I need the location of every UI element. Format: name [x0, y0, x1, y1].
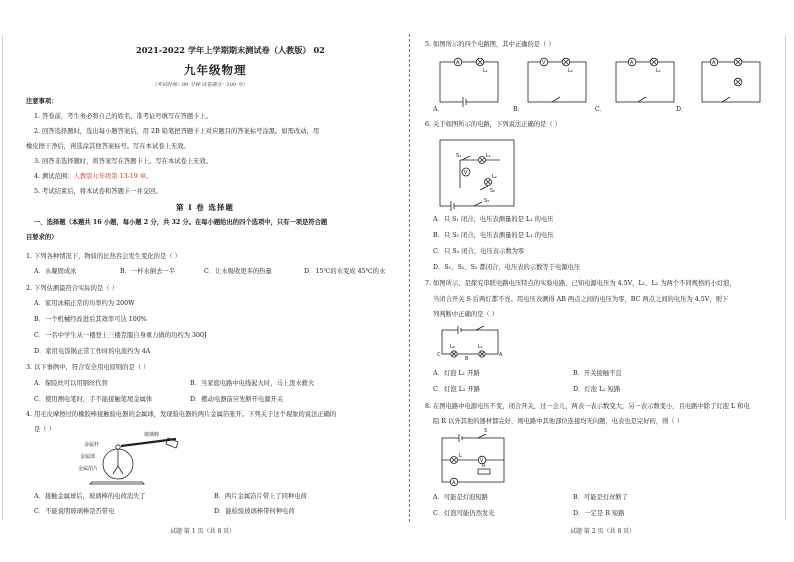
electroscope-base	[90, 482, 144, 484]
label-glass-rod: 玻璃棒	[144, 432, 160, 438]
note-4-label: 4. 测试范围：	[34, 173, 74, 180]
q4-option-d[interactable]: D．能检验玻璃棒带何种电荷	[214, 508, 295, 515]
binding-strip-left	[2, 36, 10, 520]
q8-circuit-figure	[440, 428, 510, 490]
q8-stem: 8. 在图电路中电源电压不变，闭合开关，过一会儿，两表一表示数变大，另一表示数变小，且电路中除了灯泡 L 和电	[425, 403, 750, 410]
section-title: 第 Ⅰ 卷 选择题	[176, 203, 234, 212]
section-instruction: 一、选择题（本题共 16 小题，每小题 2 分，共 32 分。在每小题给出的四个选项中，只有一项是符合题	[34, 219, 328, 226]
q7-option-c[interactable]: C．灯泡 L₂ 开路	[433, 386, 481, 393]
circuit-c-label-l1: L₁	[656, 68, 661, 74]
q3-stem: 3. 以下事例中，符合安全用电原则的是（ ）	[26, 364, 150, 371]
q7-label-b: B	[465, 356, 469, 362]
q8-resistor-r	[478, 469, 490, 474]
q8-switch-s	[478, 434, 486, 438]
q7-stem: 7. 如图所示，是探究串联电路电压特点的实验电路，已知电源电压为 4.5V，L₁、L₂ 为两个不同规格的小灯泡，	[425, 280, 736, 287]
circuit-a-frame	[440, 62, 498, 102]
q5-option-a[interactable]: A．	[433, 106, 444, 113]
electroscope-figure	[78, 432, 194, 488]
section-instruction-cont: 目要求的）	[26, 234, 58, 241]
q6-circuit-figure	[438, 136, 528, 212]
note-4	[34, 173, 152, 181]
ammeter-symbol-a: A	[456, 60, 460, 66]
metal-foil-left	[113, 466, 118, 474]
q4-option-c[interactable]: C．不能说明玻璃棒是否带电	[34, 508, 115, 515]
q8-label-l: L	[459, 453, 462, 459]
q7-circuit-frame	[442, 330, 498, 354]
q1-option-d[interactable]: D．15℃的水变成 45℃的水	[304, 268, 386, 275]
circuit-d-frame	[702, 62, 760, 102]
q3-option-b[interactable]: B．当家庭电路中电线起火时，马上泼水救火	[190, 380, 315, 387]
ammeter-symbol-d: A	[712, 60, 716, 66]
circuit-c-switch	[638, 97, 646, 102]
q4-stem-cont: 是（ ）	[34, 426, 55, 433]
q3-option-c[interactable]: C．使用测电笔时，手不能接触笔尾金属体	[34, 396, 153, 403]
test-range-value: 人教版九年级第 13-19 章。	[73, 173, 153, 180]
q7-stem-cont-1: 当闭合开关 S 后两灯都不亮。用电压表测得 AB 两点之间的电压为零，BC 两点之间的电压为 4.5V，则下	[433, 296, 729, 303]
q1-option-b[interactable]: B．一杯水倒去一半	[120, 268, 176, 275]
q2-option-c[interactable]: C．一名中学生从一楼登上三楼克服自身重力做的功约为 300J	[34, 332, 207, 339]
q1-option-a[interactable]: A．水凝固成冰	[34, 268, 77, 275]
q2-option-d[interactable]: D．家用电饭锅正常工作时的电流约为 4A	[34, 348, 151, 355]
q4-option-a[interactable]: A．接触金属球后，玻璃棒的电荷消失了	[34, 493, 146, 500]
q7-label-c: C	[437, 352, 441, 358]
q6-option-d[interactable]: D．S₁、S₂、S₃ 都闭合，电压表的示数等于电源电压	[433, 264, 581, 271]
q8-option-c[interactable]: C．灯泡可能仍然发光	[433, 510, 495, 517]
circuit-d-switch	[722, 97, 730, 102]
q1-option-c[interactable]: C．让水吸收更多的热量	[204, 268, 272, 275]
q7-stem-cont-2: 列判断中正确的是（ ）	[433, 311, 498, 318]
q6-switch-s2	[480, 186, 488, 190]
q8-label-r: R	[482, 463, 486, 469]
circuit-b-label-l2: L₂	[568, 68, 573, 74]
column-divider	[409, 34, 410, 522]
q8-option-b[interactable]: B．可能是灯丝断了	[573, 494, 629, 501]
q5-option-b[interactable]: B．	[513, 106, 524, 113]
metal-ball	[116, 445, 120, 449]
q7-option-d[interactable]: D．灯泡 L₂ 短路	[573, 386, 621, 393]
q7-label-a: A	[499, 352, 503, 358]
q7-option-a[interactable]: A．灯泡 L₁ 开路	[433, 370, 480, 377]
q6-label-l2: L₂	[492, 174, 497, 180]
note-2: 2. 回答选择题时，选出每小题答案后，用 2B 铅笔把答题卡上对应题目的答案标号涂黑。如需改动，用	[34, 128, 320, 135]
hand-shape	[166, 438, 178, 448]
q6-label-s2: S₂	[490, 188, 496, 194]
q8-option-d[interactable]: D．一定是 R 短路	[573, 510, 625, 517]
circuit-b-frame	[528, 62, 586, 102]
footer-right: 试题 第 2 页（共 8 页）	[570, 528, 636, 535]
q5-circuits-figure	[438, 56, 768, 108]
q2-stem: 2. 下列估测最符合实际的是（ ）	[26, 285, 118, 292]
note-5: 5. 考试结束后，将本试卷和答题卡一并交回。	[34, 188, 162, 195]
exam-subject: 九年级物理	[184, 63, 247, 77]
q6-option-a[interactable]: A．只 S₁ 闭合，电压表测量的是 L₁ 的电压	[433, 216, 554, 223]
q5-option-d[interactable]: D．	[676, 106, 688, 113]
q4-option-b[interactable]: B．两片金属箔片带上了同种电荷	[214, 493, 307, 500]
q6-label-s3: S₃	[484, 198, 490, 204]
q8-voltmeter-symbol: V	[480, 458, 484, 464]
q3-option-a[interactable]: A．保险丝可以用钢丝代替	[34, 380, 108, 387]
q3-option-d[interactable]: D．搬动电器前应先断开电源开关	[190, 396, 284, 403]
q6-stem: 6. 关于如图所示的电路，下列说法正确的是（ ）	[425, 121, 561, 128]
q8-stem-cont: 阻 R 以外其他的器材都完好，则电路中其他部位连接均无问题，电表也是完好的，则（ ）	[433, 418, 684, 425]
ammeter-symbol-c: A	[630, 60, 634, 66]
q7-label-l1: L₁	[478, 344, 483, 350]
label-metal-foil: 金属箔片	[78, 466, 99, 472]
metal-foil-right	[118, 466, 123, 474]
q6-option-c[interactable]: C．只 S₃ 闭合，电压表示数为零	[433, 248, 525, 255]
q8-option-a[interactable]: A．可能是灯泡短路	[433, 494, 488, 501]
q2-option-a[interactable]: A．家用冰箱正常的功率约为 200W	[34, 300, 135, 307]
q6-voltmeter-symbol: V	[464, 170, 468, 176]
q6-circuit-frame	[440, 140, 514, 206]
q7-switch-s	[476, 326, 484, 330]
q7-circuit-figure	[437, 326, 504, 362]
label-metal-ball: 金属球	[80, 454, 96, 460]
q8-ammeter-symbol: A	[452, 480, 456, 486]
q5-option-c[interactable]: C．	[595, 106, 607, 113]
footer-left: 试题 第 1 页（共 8 页）	[170, 528, 236, 535]
q8-label-s: S	[484, 428, 488, 434]
voltmeter-symbol-b: V	[542, 60, 546, 66]
exam-meta: （考试时间：90 分钟 试卷满分：100 分）	[152, 82, 248, 88]
circuit-b-switch	[552, 97, 560, 102]
q2-option-b[interactable]: B．一个机械经改进后其效率可达 100%	[34, 316, 147, 323]
q6-option-b[interactable]: B．只 S₂ 闭合，电压表测量的是 L₁ 的电压	[433, 232, 554, 239]
binding-strip-right	[785, 36, 793, 520]
note-3: 3. 回答非选择题时，将答案写在答题卡上。写在本试卷上无效。	[34, 158, 213, 165]
q7-option-b[interactable]: B．开关接触不良	[573, 370, 622, 377]
notes-heading: 注意事项：	[26, 98, 58, 105]
q1-stem: 1. 下列各种情况下，物质的比热容会发生变化的是（ ）	[26, 253, 181, 260]
note-1: 1. 答卷前，考生务必将自己的姓名、准考证号填写在答题卡上。	[34, 113, 213, 120]
q5-stem: 5. 如图所示的四个电路图，其中正确的是（ ）	[425, 41, 555, 48]
q4-stem: 4. 用毛皮摩擦过的橡胶棒接触验电器的金属球，发现验电器的两片金属箔张开。下列关于这个现象的说法正确的	[26, 411, 337, 418]
q6-label-s1: S₁	[456, 153, 462, 159]
exam-title: 2021-2022 学年上学期期末测试卷（人教版） 02	[136, 45, 325, 55]
q6-switch-s1	[462, 156, 470, 160]
label-metal-rod: 金属杆	[84, 442, 100, 448]
q6-label-l1: L₁	[486, 153, 491, 159]
q7-label-l2: L₂	[450, 344, 455, 350]
q6-switch-s3	[474, 202, 482, 206]
circuit-c-frame	[616, 62, 674, 102]
circuit-a-label-l1: L₁	[483, 68, 488, 74]
note-2-cont: 橡皮擦干净后，再选涂其他答案标号。写在本试卷上无效。	[26, 143, 190, 150]
